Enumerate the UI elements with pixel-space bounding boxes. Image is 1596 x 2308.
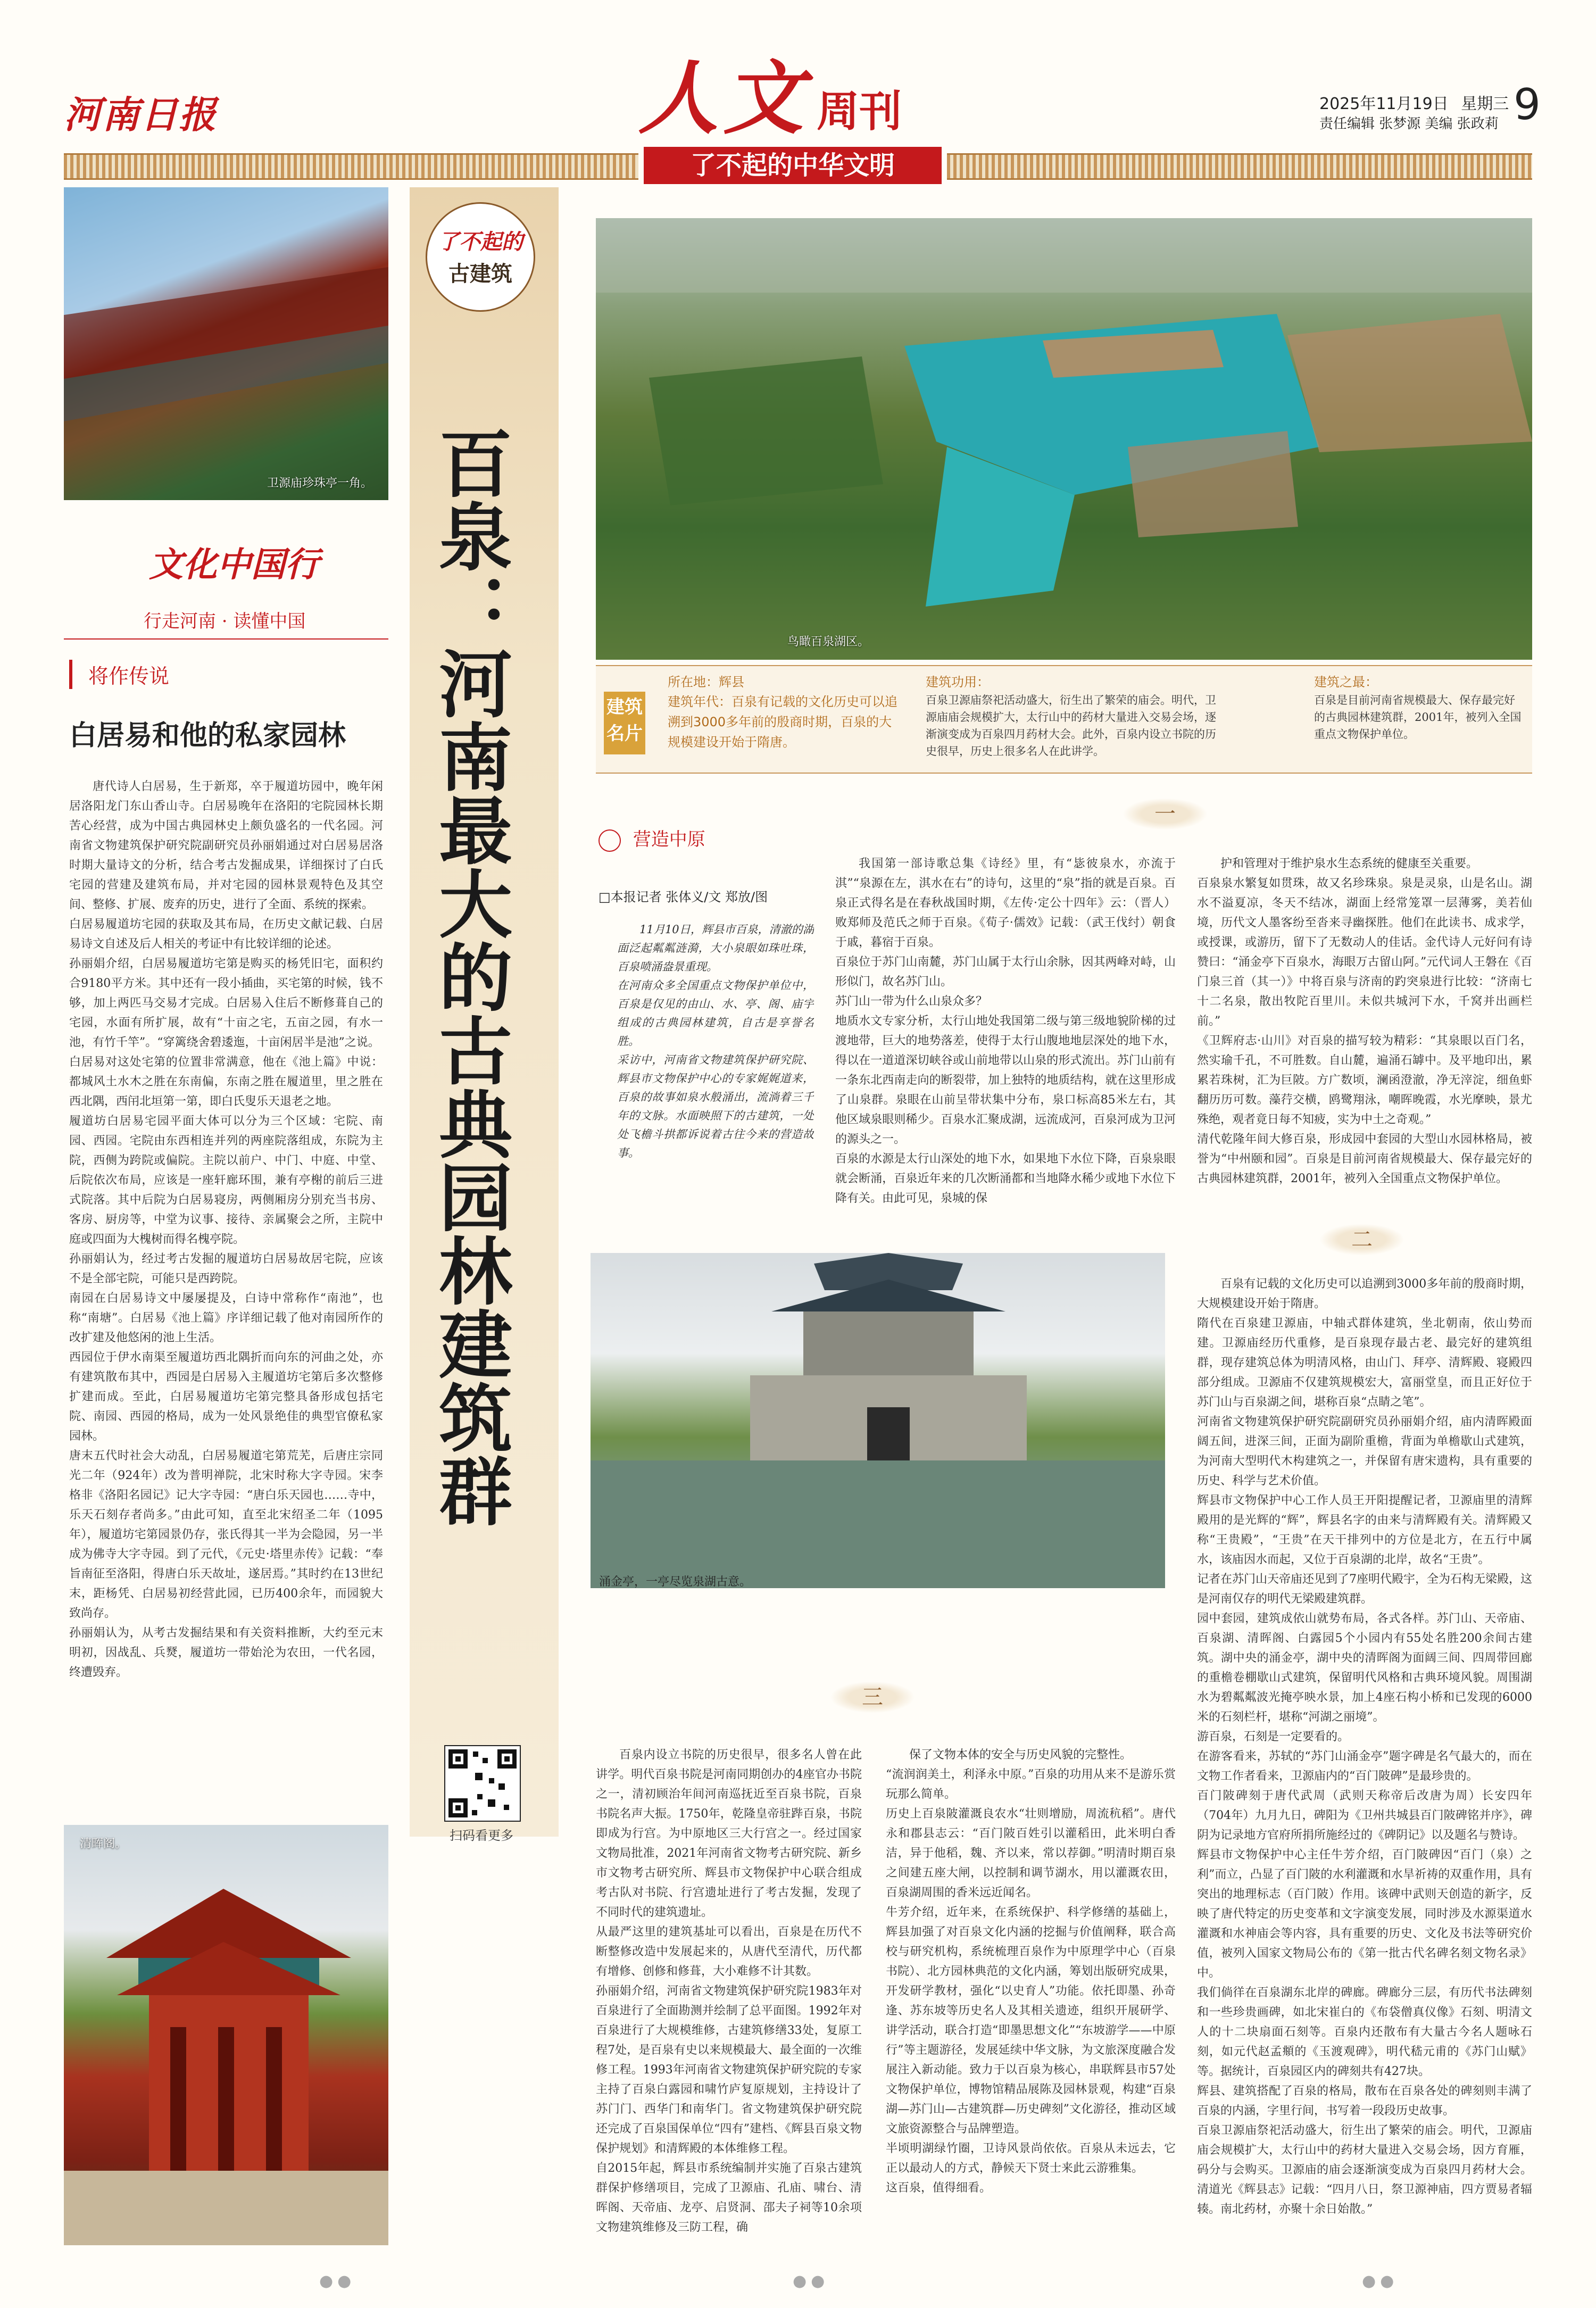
info-era: 建筑年代：百泉有记载的文化历史可以追溯到3000多年前的殷商时期，百泉的大规模建设开始于隋唐。 <box>668 694 897 750</box>
info-top: 百泉是目前河南省规模最大、保存最完好的古典园林建筑群，2001年，被列入全国重点文物保护单位。 <box>1314 694 1522 741</box>
bottom-dots-right: ●● <box>1362 2272 1399 2290</box>
page-number: 9 <box>1514 80 1541 129</box>
qr-code[interactable] <box>444 1745 521 1822</box>
editor-line: 责任编辑 张梦源 美编 张政莉 <box>1319 116 1499 132</box>
series-badge-line2: 古建筑 <box>448 261 512 286</box>
subtitle-banner <box>644 147 942 184</box>
qinghui-pavilion-caption: 清晖阁。 <box>80 1837 127 1850</box>
series-divider <box>64 638 388 640</box>
section3-col1: 百泉内设立书院的历史很早，很多名人曾在此讲学。明代百泉书院是河南同期创办的4座官办书院之一，清初顾治年间河南巡抚近至百泉书院，百泉书院名声大振。1750年，乾隆皇帝驻跸百泉，书院即成为行宫。为中原地区三大行宫之一。经过国家文物局批准，2021年河南省文物考古研究院、新乡市文物考古研究所、辉县市文物保护中心联合组成考古队对书院、行宫遗址进行了考古发掘，发现了不同时代的建筑遗址。 从最严这里的建筑基址可以看出，百泉是在历代不断整修改造中发展起来的，从唐代至清代，历代都有增修、创修和修葺，大小难修不计其数。 孙丽娟介绍，河南省文物建筑保护研究院1983年对百泉进行了全面勘测并绘制了总平面图。1992年对百泉进行了大规模维修，古建筑修缮33处，复原工程7处，是百泉有史以来规模最大、最全面的一次维修工程。1993年河南省文物建筑保护研究院的专家主持了百泉白露园和啸竹庐复原规划，主持设计了苏门门、西华门和南华门。省文物建筑保护研究院还完成了百泉国保单位“四有”建档、《辉县百泉文物保护规划》和清辉殿的本体维修工程。 自2015年起，辉县市系统编制并实施了百泉古建筑群保护修缮项目，完成了卫源庙、孔庙、啸台、清晖阁、天帝庙、龙亭、启贤洞、邵夫子祠等10余项文物建筑维修及三防工程，确 <box>596 1748 862 2234</box>
section3-col2: 保了文物本体的安全与历史风貌的完整性。 “流润润美土，利泽永中原。”百泉的功用从来不是游乐赏玩那么简单。 历史上百泉陂灌溉良农水“壮则增励，周流秔稻”。唐代永和郡县志云：“百门陂百姓引以灌稻田，此米明白香洁，异于他稻，魏、齐以来，常以荐御。”明清时期百泉之间建五座大闸，以控制和调节湖水，用以灌溉农田，百泉湖周围的香米远近闻名。 牛芳介绍，近年来，在系统保护、科学修缮的基础上，辉县加强了对百泉文化内涵的挖掘与价值阐释，联合高校与研究机构，系统梳理百泉作为中原理学中心（百泉书院）、北方园林典范的文化内涵，筹划出版研究成果，开发研学教材，强化“以史育人”功能。依托即墨、孙奇逢、苏东坡等历史名人及其相关遗迹，组织开展研学、讲学活动，联合打造“即墨思想文化”“东坡游学——中原行”等主题游径，发展延续中华文脉，为文旅深度融合发展注入新动能。致力于以百泉为核心，串联辉县市57处文物保护单位，博物馆精品展陈及园林景观，构建“百泉湖—苏门山—古建筑群—历史碑刻”文化游径，推动区域文旅资源整合与品牌塑造。 半顷明湖绿竹圈，卫诗风景尚依依。百泉从未远去，它正以最动人的方式，静候天下贤士来此云游雅集。 这百泉，值得细看。 <box>886 1748 1176 2195</box>
section2-text: 百泉有记载的文化历史可以追溯到3000多年前的殷商时期，大规模建设开始于隋唐。 隋代在百泉建卫源庙，中轴式群体建筑，坐北朝南，依山势而建。卫源庙经历代重修，是百泉现存最古老、最完好的建筑组群，现存建筑总体为明清风格，由山门、拜亭、清辉殿、寝殿四部分组成。卫源庙不仅建筑规模宏大，富丽堂皇，而且正好位于苏门山与百泉湖之间，堪称百泉“点睛之笔”。 河南省文物建筑保护研究院副研究员孙丽娟介绍，庙内清晖殿面阔五间，进深三间，正面为副阶重檐，背面为单檐歇山式建筑，为河南大型明代木构建筑之一，并保留有唐宋遗构，具有重要的历史、科学与艺术价值。 辉县市文物保护中心工作人员王开阳提醒记者，卫源庙里的清辉殿用的是光辉的“辉”，辉县名字的由来与清辉殿有关。清辉殿又称“王贵殿”，“王贵”在天干排列中的方位是北方，在五行中属水，该庙因水而起，又位于百泉湖的北岸，故名“王贵”。 记者在苏门山天帝庙还见到了7座明代殿宇，全为石构无梁殿，这是河南仅存的明代无梁殿建筑群。 园中套园，建筑成依山就势布局，各式各样。苏门山、天帝庙、百泉湖、清晖阁、白露园5个小园内有55处名胜200余间古建筑。湖中央的涌金亭，湖中央的清晖阁为面阔三间、四周带回廊的重檐卷棚歇山式建筑，保留明代风格和古典环境风貌。周围湖水为碧粼粼波光掩亭映水景，加上4座石构小桥和已发现的6000米的石刻栏杆，堪称“河湖之丽境”。 游百泉，石刻是一定要看的。 在游客看来，苏轼的“苏门山涌金亭”题字碑是名气最大的，而在文物工作者看来，卫源庙内的“百门陂碑”是最珍贵的。 百门陂碑刻于唐代武周（武则天称帝后改唐为周）长安四年（704年）九月九日，碑阳为《卫州共城县百门陂碑铭并序》，碑阴为记录地方官府所捐所施经过的《碑阴记》以及题名与赞诗。 辉县市文物保护中心主任牛芳介绍，百门陂碑因“百门（泉）之利”而立，凸显了百门陂的水利灌溉和水旱祈祷的双重作用，具有突出的地理标志（百门陂）作用。该碑中武则天创造的新字，反映了唐代特定的历史变革和文字演变发展，同时涉及水源渠道水灌溉和水神庙会等内容，具有重要的历史、文化及书法等研究价值，被列入国家文物局公布的《第一批古代名碑名刻文物名录》中。 我们倘徉在百泉湖东北岸的碑廊。碑廊分三层，有历代书法碑刻和一些珍贵画碑，如北宋崔白的《布袋僧真仪像》石刻、明清文人的十二块扇面石刻等。百泉内还散布有大量古今名人题咏石刻，如元代赵孟頫的《玉渡观碑》，明代嵇元甫的《苏门山赋》等。据统计，百泉园区内的碑刻共有427块。 辉县、建筑搭配了百泉的格局，散布在百泉各处的碑刻则丰满了百泉的内涵，字里行间，书写着一段段历史故事。 百泉卫源庙祭祀活动盛大，衍生出了繁荣的庙会。明代，卫源庙庙会规模扩大，太行山中的药材大量进入交易会场，因方育雁，码分与会购买。卫源庙的庙会逐渐演变成为百泉四月药材大会。清道光《辉县志》记载：“四月八日，祭卫源神庙，四方贾易者辐辏。南北药材，亦聚十余日始散。” <box>1197 1277 1532 2216</box>
byline: □本报记者 张体义/文 郑放/图 <box>598 890 768 904</box>
series-badge <box>426 202 535 312</box>
qr-label: 扫码看更多 <box>450 1828 513 1843</box>
hero-aerial-photo <box>596 218 1532 660</box>
series-badge-line1: 了不起的 <box>438 229 523 254</box>
yongjin-pavilion-photo <box>591 1253 1165 1588</box>
weekday-text: 星期三 <box>1461 95 1509 113</box>
date-text: 2025年11月19日 <box>1319 95 1449 113</box>
column-tag-left-text: 将作传说 <box>88 665 170 688</box>
bottom-dots-center: ●● <box>793 2272 829 2290</box>
fret-border-right <box>947 153 1532 180</box>
info-function: 百泉卫源庙祭祀活动盛大，衍生出了繁荣的庙会。明代，卫源庙庙会规模扩大，太行山中的药材大量进入交易会场，逐渐演变成为百泉四月药材大会。此外，百泉内设立书院的历史很早，历史上很多名人在此讲学。 <box>926 694 1216 758</box>
series-logo: 文化中国行 <box>149 545 319 585</box>
info-function-title: 建筑功用： <box>926 675 990 690</box>
column-tag-main-icon <box>598 829 621 852</box>
temple-roof-photo <box>64 187 388 500</box>
info-top-title: 建筑之最： <box>1314 675 1378 690</box>
section-title-suffix: 周刊 <box>817 86 902 136</box>
main-vertical-title: 百泉：河南最大的古典园林建筑群 <box>427 426 513 1527</box>
newspaper-logo: 河南日报 <box>64 93 217 137</box>
hero-aerial-caption: 鸟瞰百泉湖区。 <box>787 635 870 649</box>
section-marker-2: 二 <box>1319 1224 1404 1256</box>
column-tag-main-text: 营造中原 <box>633 829 705 850</box>
temple-roof-photo-caption: 卫源庙珍珠亭一角。 <box>267 477 372 490</box>
article-lead: 11月10日，辉县市百泉，清澈的湖面泛起粼粼涟漪，大小泉眼如珠吐珠，百泉喷涌盎景重现。 在河南众多全国重点文物保护单位中，百泉是仅见的由山、水、亭、阁、庙宇组成的古典园林建筑，自古是享誉名胜。 采访中，河南省文物建筑保护研究院、辉县市文物保护中心的专家娓娓道来，百泉的故事如泉水般涌出，流淌着三千年的文脉。水面映照下的古建筑，一处处飞檐斗拱都诉说着古往今来的营造故事。 <box>617 923 814 1159</box>
section-title-main: 人文 <box>638 52 809 145</box>
section-title <box>638 52 902 145</box>
info-card-label <box>604 692 645 754</box>
column-tag-left <box>69 660 169 689</box>
info-location: 所在地：辉县 <box>668 675 744 690</box>
subtitle-text: 了不起的中华文明 <box>690 151 895 180</box>
bottom-dots-left: ●● <box>319 2272 356 2290</box>
left-article-title: 白居易和他的私家园林 <box>69 719 346 752</box>
yongjin-pavilion-caption: 涌金亭，一亭尽览泉湖古意。 <box>599 1575 752 1588</box>
column-tag-main <box>598 825 705 852</box>
fret-border-left <box>64 153 638 180</box>
section1-col1: 我国第一部诗歌总集《诗经》里，有“毖彼泉水，亦流于淇”“泉源在左，淇水在右”的诗句，这里的“泉”指的就是百泉。百泉正式得名是在春秋战国时期，《左传·定公十四年》云：（晋人）败郑师及范氏之师于百泉。《荀子·儒效》记载：（武王伐纣）朝食于戚，暮宿于百泉。 百泉位于苏门山南麓，苏门山属于太行山余脉，因其两峰对峙，山形似门，故名苏门山。 苏门山一带为什么山泉众多？ 地质水文专家分析，太行山地处我国第二级与第三级地貌阶梯的过渡地带，巨大的地势落差，使得于太行山腹地地层深处的地下水，得以在一道道深切峡谷或山前地带以山泉的形式流出。苏门山前有一条东北西南走向的断裂带，加上独特的地质结构，就在这里形成了山泉群。泉眼在山前呈带状集中分布，泉口标高85米左右，其他区域泉眼则稀少。百泉水汇聚成湖，远流成河，百泉河成为卫河的源头之一。 百泉的水源是太行山深处的地下水，如果地下水位下降，百泉泉眼就会断涌，百泉近年来的几次断涌都和当地降水稀少或地下水位下降有关。由此可见，泉城的保 <box>835 857 1176 1205</box>
series-slogan: 行走河南 · 读懂中国 <box>144 611 306 632</box>
qinghui-pavilion-photo <box>64 1825 388 2245</box>
section-marker-1: 一 <box>1123 798 1208 830</box>
section1-col2: 护和管理对于维护泉水生态系统的健康至关重要。 百泉泉水繁复如贯珠，故又名珍珠泉。泉是灵泉，山是名山。湖水不溢夏凉，冬天不结冰，湖面上经常笼罩一层薄雾，美若仙境，历代文人墨客纷至沓来寻幽探胜。他们在此读书、成求学，或授课，或游历，留下了无数动人的佳话。金代诗人元好问有诗赞曰：“涌金亭下百泉水，海眼万古留山阿。”元代词人王磐在《百门泉三首（其一）》中将百泉与济南的趵突泉进行比较：“济南七十二名泉，散出牧陀百里川。未似共城河下水，千窝并出画栏前。” 《卫辉府志·山川》对百泉的描写较为精彩：“其泉眼以百门名，然实瑜千孔，不可胜数。自山麓，遍涌石罅中。及平地印出，累累若珠树，汇为巨陂。方广数顷，澜函澄澈，净无滓淀，细鱼虾翻历历可数。藻荇交横，鸥鹭翔泳，嘲晖晚霞，水光摩映，景尤殊绝，观者竟日每不知疲，实为中土之奇观。” 清代乾隆年间大修百泉，形成园中套园的大型山水园林格局，被誉为“中州颐和园”。百泉是目前河南省规模最大、保存最完好的古典园林建筑群，2001年，被列入全国重点文物保护单位。 <box>1197 857 1532 1185</box>
info-card-label-text: 建筑名片 <box>606 696 643 744</box>
section-marker-3: 三 <box>830 1681 915 1713</box>
left-article-body: 唐代诗人白居易，生于新郑，卒于履道坊园中，晚年闲居洛阳龙门东山香山寺。白居易晚年在洛阳的宅院园林长期苦心经营，成为中国古典园林史上颇负盛名的一代名园。河南省文物建筑保护研究院副研究员孙丽娟通过对白居易居洛时期大量诗文的分析，结合考古发掘成果，详细探讨了白氏宅园的营建及建筑布局，并对宅园的园林景观特色及其空间、整修、扩展、废弃的历史，进行了全面、系统的探索。 白居易履道坊宅园的获取及其布局，在历史文献记载、白居易诗文自述及后人相关的考证中有比较详细的论述。 孙丽娟介绍，白居易履道坊宅第是购买的杨凭旧宅，面积约合9180平方米。其中还有一段小插曲，买宅第的时候，钱不够，加上两匹马交易才完成。白居易入住后不断修葺自己的宅园，水面有所扩展，故有“十亩之宅，五亩之园，有水一池，有竹千竿”。“穿篱绕舍碧逶迤，十亩闲居半是池”之说。 白居易对这处宅第的位置非常满意，他在《池上篇》中说：都城风土水木之胜在东南偏，东南之胜在履道里，里之胜在西北隅，西闬北垣第一第，即白氏叟乐天退老之地。 履道坊白居易宅园平面大体可以分为三个区域：宅院、南园、西园。宅院由东西相连并列的两座院落组成，东院为主院，西侧为跨院或偏院。主院以前户、中门、中庭、中堂、后院依次布局，应该是一座轩廊环围，兼有亭榭的前后三进式院落。其中后院为白居易寝房，两侧厢房分别充当书房、客房、厨房等，中堂为议事、接待、亲属聚会之所，主院中庭或四面为大槐树而得名槐亭院。 孙丽娟认为，经过考古发掘的履道坊白居易故居宅院，应该不是全部宅院，可能只是西跨院。 南园在白居易诗文中屡屡提及，白诗中常称作“南池”，也称“南塘”。白居易《池上篇》序详细记载了他对南园所作的改扩建及他悠闲的池上生活。 西园位于伊水南渠至履道坊西北隅折而向东的河曲之处，亦有建筑散布其中，西园是白居易入主履道坊宅第后多次整修扩建而成。至此，白居易履道坊宅第完整具备形成包括宅院、南园、西园的格局，成为一处风景绝佳的典型官僚私家园林。 唐末五代时社会大动乱，白居易履道宅第荒芜，后唐庄宗同光二年（924年）改为普明禅院，北宋时称大字寺园。宋李格非《洛阳名园记》记大字寺园：“唐白乐天园也……寺中，乐天石刻存者尚多。”由此可知，直至北宋绍圣二年（1095年），履道坊宅第园景仍存，张氏得其一半为会隐园，另一半成为佛寺大字寺园。到了元代，《元史·塔里赤传》记载：“奉旨南征至洛阳，得唐白乐天故址，遂居焉。”其时约在13世纪末，距杨凭、白居易初经营此园，已历400余年，而园貌大致尚存。 孙丽娟认为，从考古发掘结果和有关资料推断，大约至元末明初，因战乱、兵燹，履道坊一带始沦为农田，一代名园，终遭毁弃。 <box>69 780 383 1679</box>
issue-date <box>1319 90 1509 114</box>
